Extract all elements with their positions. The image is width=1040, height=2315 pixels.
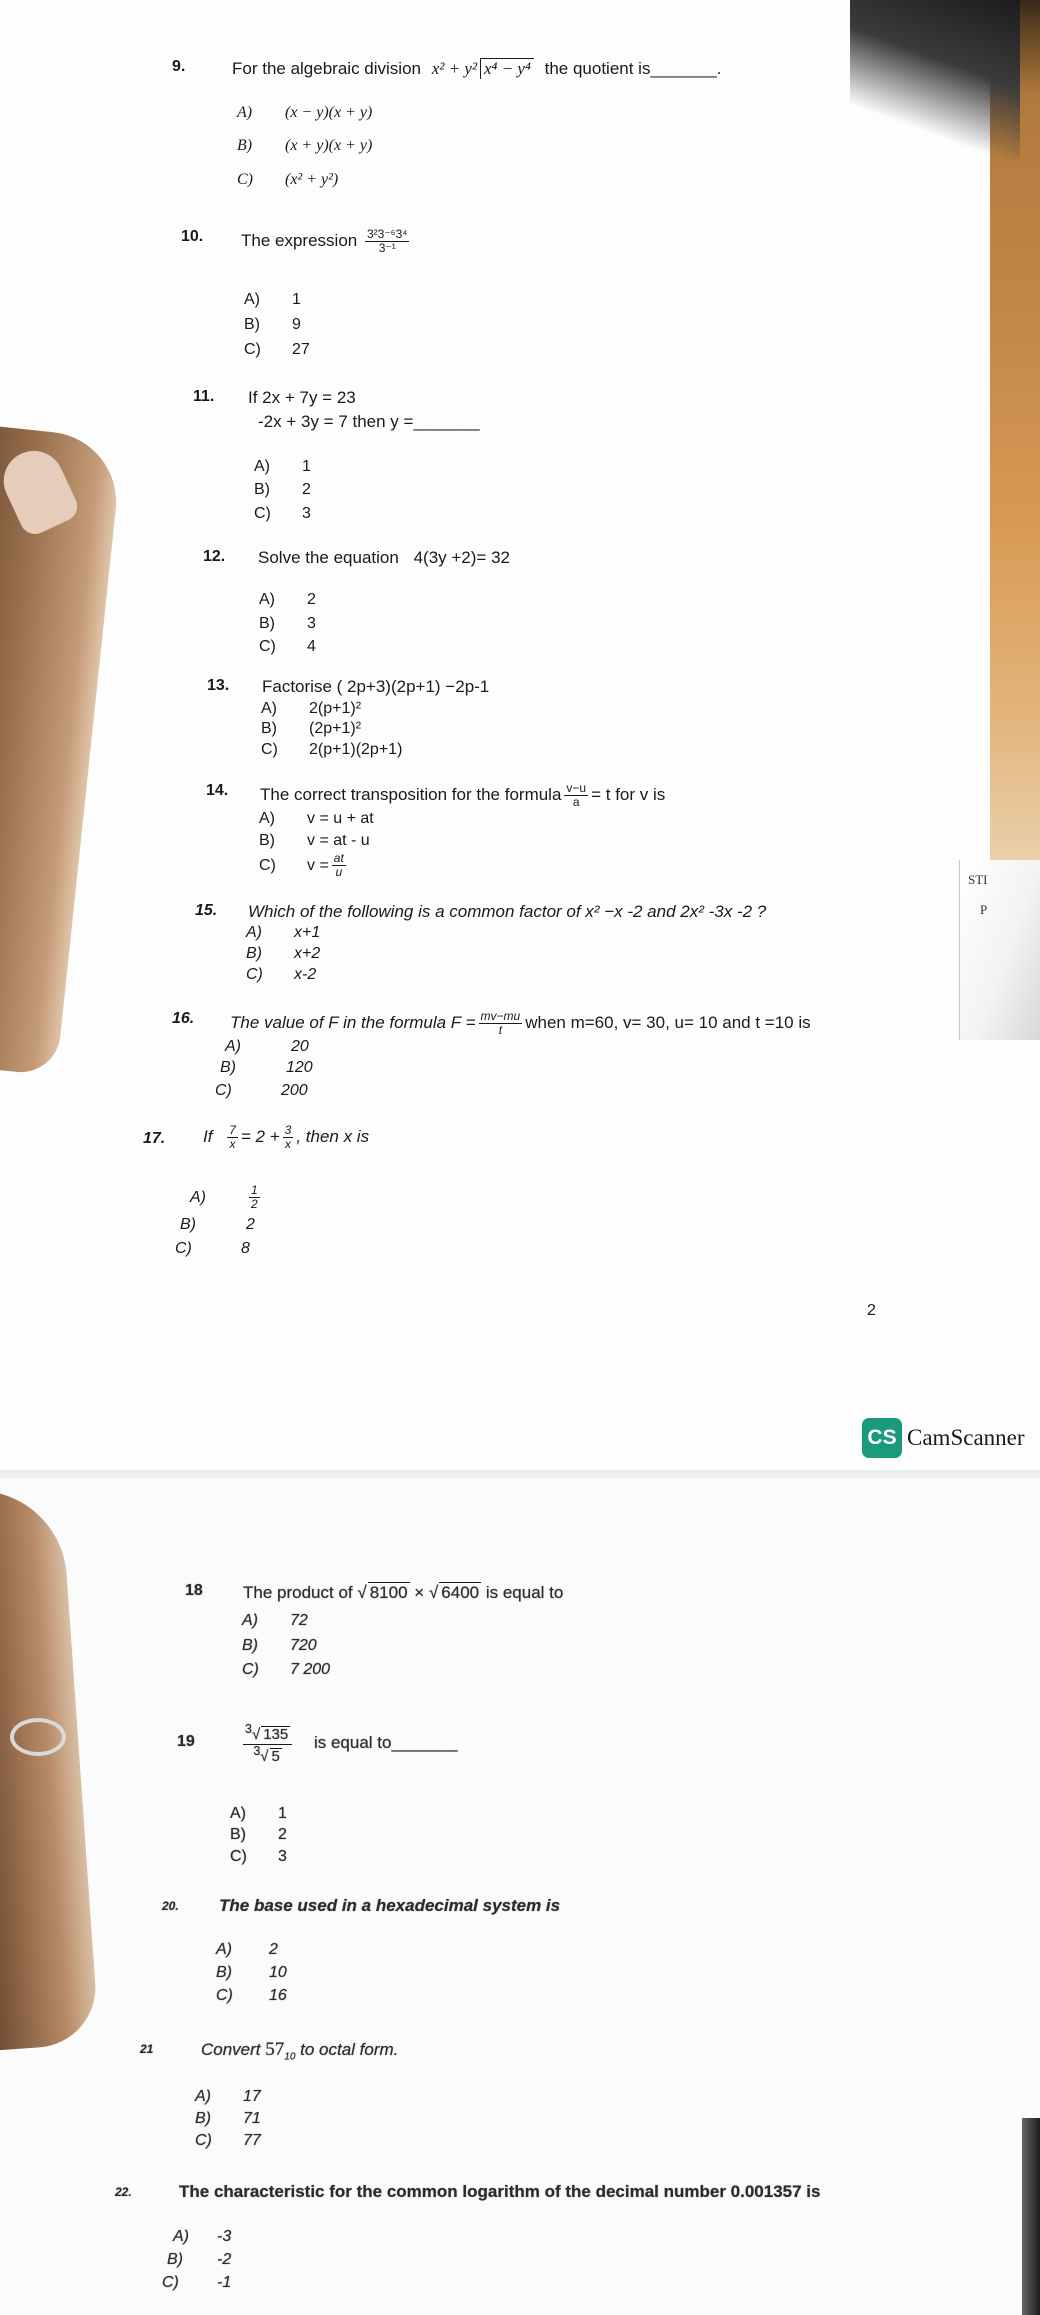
question-number: 16. (172, 1010, 195, 1027)
question-line-2: -2x + 3y = 7 then y =_______ (258, 412, 480, 431)
option-b: B) 3 (259, 615, 316, 632)
ring (10, 1718, 66, 1756)
equation: 4(3y +2)= 32 (413, 548, 510, 567)
scanned-page-2 (0, 1478, 1040, 2315)
radicand-2: 6400 (441, 1583, 480, 1602)
question-text: The characteristic for the common logarithm of the decimal number 0.001357 is (179, 2182, 821, 2201)
option-b: B) 2 (254, 481, 311, 498)
option-a: A) 20 (225, 1038, 309, 1055)
question-text-post: the quotient is_______. (544, 59, 722, 78)
question-number: 18 (185, 1582, 203, 1599)
option-b: B) x+2 (246, 945, 321, 962)
option-c: C) (x² + y²) (237, 171, 339, 188)
option-b: B) 2 (230, 1826, 287, 1843)
option-c: C) 16 (216, 1987, 287, 2004)
question-text: Convert $57_{10}$ to octal form. (201, 2039, 399, 2063)
option-b: B) 2 (180, 1216, 255, 1233)
holding-hand (0, 1484, 99, 2051)
question-text: If $\frac{7}{x}$ = 2 + $\frac{3}{x}$ , then x is (203, 1123, 370, 1152)
question-text: $\frac{^3√ 135}{^3√ 5}$ is equal to_______ (245, 1722, 458, 1765)
question-number: 17. (143, 1130, 166, 1147)
option-b: B) 720 (242, 1637, 317, 1654)
option-c: C) x-2 (246, 966, 317, 983)
option-a: A) 2 (259, 591, 316, 608)
question-line-1: If 2x + 7y = 23 (248, 388, 356, 407)
option-c: C) 3 (230, 1848, 287, 1865)
page-number: 2 (867, 1302, 876, 1319)
radicand-1: 8100 (369, 1583, 408, 1602)
option-c: C) 7 200 (242, 1661, 331, 1678)
option-a: A) 1 (244, 291, 301, 308)
option-c: C) 2(p+1)(2p+1) (261, 741, 403, 758)
divisor: x² + y² (431, 59, 477, 78)
option-b: B) v = at - u (259, 832, 370, 849)
option-a: A) 17 (195, 2088, 261, 2105)
question-number: 11. (193, 388, 215, 405)
question-number: 12. (203, 548, 226, 565)
question-number: 10. (181, 228, 204, 245)
option-b: B) 9 (244, 316, 301, 333)
page-edge-dark (1022, 2118, 1040, 2315)
question-number: 21 (140, 2042, 154, 2056)
option-b: B) 10 (216, 1964, 287, 1981)
option-a: A) 72 (242, 1612, 308, 1629)
camscanner-watermark (862, 1418, 1025, 1458)
option-a: A) $\frac{1}{2}$ (190, 1183, 258, 1212)
page-separator (0, 1470, 1040, 1478)
question-text: Factorise ( 2p+3)(2p+1) −2p-1 (262, 677, 490, 696)
option-c: C) 77 (195, 2132, 261, 2149)
option-b: B) 71 (195, 2110, 261, 2127)
question-text-pre: For the algebraic division (232, 59, 421, 78)
question-number: 15. (195, 902, 218, 919)
option-c: C) v = $\frac{at}{u}$ (259, 851, 344, 880)
option-b: B) (2p+1)² (261, 720, 362, 737)
formula-fraction: $\frac{v-u}{a}$ (566, 781, 587, 810)
question-number: 19 (177, 1733, 195, 1750)
option-a: A) v = u + at (259, 810, 374, 827)
option-fraction: $\frac{at}{u}$ (333, 851, 344, 880)
edge-text-1: STI (968, 872, 988, 887)
camscanner-logo-icon: CS (862, 1418, 902, 1458)
question-text: Which of the following is a common factor of x² −x -2 and 2x² -3x -2 ? (248, 902, 767, 921)
question-text: The value of F in the formula F = $\frac{mv-mu}{t}$ when m=60, v= 30, u= 10 and t =10 is (230, 1009, 811, 1038)
question-number: 20. (162, 1899, 179, 1913)
option-a: A) x+1 (246, 924, 321, 941)
option-c: C) -1 (162, 2274, 232, 2291)
question-number: 22. (115, 2185, 132, 2199)
dividend: x⁴ − y⁴ (480, 58, 534, 79)
question-text: The expression $\frac{\text{3²3⁻⁶3⁴}}{\text{3⁻¹}}$ (241, 227, 408, 256)
option-c: C) 8 (175, 1240, 250, 1257)
edge-text-2: P (980, 902, 988, 917)
option-c: C) 3 (254, 505, 311, 522)
option-a: A) 2 (216, 1941, 278, 1958)
formula-fraction: $\frac{mv-mu}{t}$ (480, 1009, 521, 1038)
option-a: A) 1 (254, 458, 311, 475)
question-text: Solve the equation 4(3y +2)= 32 (258, 548, 510, 567)
question-number: 13. (207, 677, 230, 694)
question-number: 9. (172, 58, 186, 75)
question-text (232, 58, 721, 79)
camscanner-name: CamScanner (907, 1425, 1025, 1450)
expression-fraction: $\frac{\text{3²3⁻⁶3⁴}}{\text{3⁻¹}}$ (366, 227, 408, 256)
background-object (850, 0, 1020, 160)
option-a: A) 2(p+1)² (261, 700, 362, 717)
option-b: B) -2 (167, 2251, 232, 2268)
option-a: A) 1 (230, 1805, 287, 1822)
option-c: C) 4 (259, 638, 316, 655)
question-number: 14. (206, 782, 229, 799)
option-a: A) (x − y)(x + y) (237, 104, 373, 121)
option-c: C) 200 (215, 1082, 308, 1099)
option-b: B) 120 (220, 1059, 313, 1076)
question-text: The product of √ 8100 × √ 6400 is equal to (243, 1583, 564, 1602)
question-text: The correct transposition for the formula $\frac{v-u}{a}$ = t for v is (260, 781, 666, 810)
radical-fraction: $\frac{^3√ 135}{^3√ 5}$ (243, 1723, 292, 1765)
option-b: B) (x + y)(x + y) (237, 137, 373, 154)
option-a: A) -3 (173, 2228, 232, 2245)
option-c: C) 27 (244, 341, 310, 358)
question-text: The base used in a hexadecimal system is (219, 1896, 561, 1915)
